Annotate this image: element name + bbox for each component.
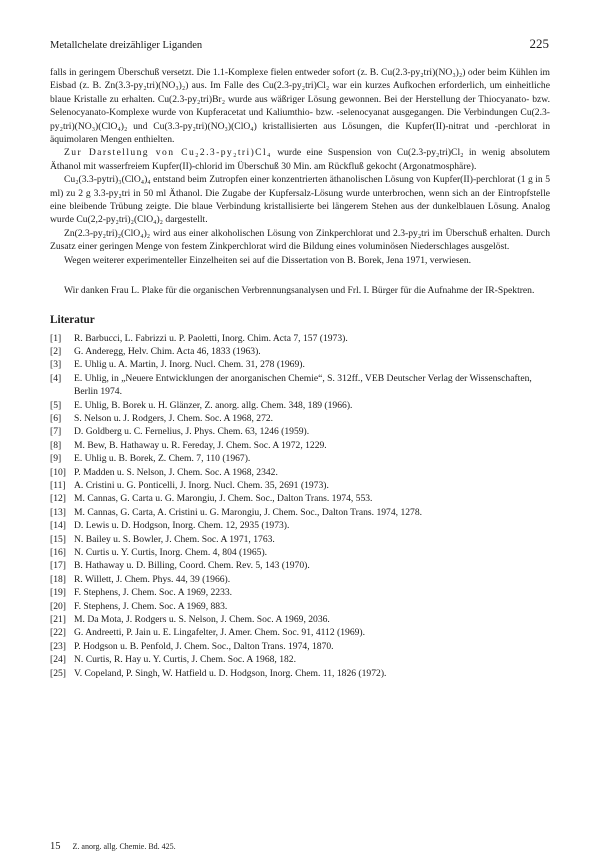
reference-text: N. Curtis u. Y. Curtis, Inorg. Chem. 4, 804 (1965). [74, 547, 268, 558]
reference-number: [24] [50, 654, 66, 666]
reference-item [50, 425, 550, 438]
reference-number: [8] [50, 439, 62, 451]
reference-text: S. Nelson u. J. Rodgers, J. Chem. Soc. A 1968, 272. [74, 412, 274, 424]
paragraph-dinuclear-preparation [50, 146, 550, 173]
reference-item [50, 613, 550, 626]
reference-item [50, 332, 550, 345]
paragraph-zinc-complex: Zn(2.3-py₂tri)₂(ClO₄)₂ wird aus einer alkoholischen Lösung von Zinkperchlorat und 2.3-py₂tri im Überschuß erhalten. Durch Zusatz einer geringen Menge von festem Zinkperchlorat wird die Bildung eines voluminösen Niederschlages ausgelöst. [50, 227, 550, 253]
journal-footnote: Z. anorg. allg. Chemie. Bd. 425. [72, 842, 176, 851]
reference-item [50, 452, 550, 465]
reference-text: F. Stephens, J. Chem. Soc. A 1969, 2233. [74, 587, 233, 599]
reference-item [50, 586, 550, 599]
reference-text: M. Bew, B. Hathaway u. R. Fereday, J. Chem. Soc. A 1972, 1229. [74, 439, 327, 451]
reference-number: [10] [50, 466, 66, 478]
reference-text: M. Da Mota, J. Rodgers u. S. Nelson, J. Chem. Soc. A 1969, 2036. [74, 614, 330, 626]
reference-item [50, 559, 550, 572]
reference-text: P. Hodgson u. B. Penfold, J. Chem. Soc., Dalton Trans. 1974, 1870. [74, 640, 334, 652]
reference-text: E. Uhlig u. A. Martin, J. Inorg. Nucl. Chem. 31, 278 (1969). [74, 359, 305, 371]
reference-text: E. Uhlig, B. Borek u. H. Glänzer, Z. anorg. allg. Chem. 348, 189 (1966). [74, 399, 353, 411]
reference-text: V. Copeland, P. Singh, W. Hatfield u. D. Hodgson, Inorg. Chem. 11, 1826 (1972). [74, 667, 387, 679]
reference-item [50, 479, 550, 492]
paragraph-perchlorate: Cu₂(3.3-pytri)₃(ClO₄)₄ entstand beim Zutropfen einer konzentrierten äthanolischen Lösung von Kupfer(II)-perchlorat (1 g in 5 ml) zu 2 g 3.3-py₂tri in 50 ml Äthanol. Die Zugabe der Kupfersalz-Lösung wurde unterbrochen, wenn sich an der Eintropfstelle eine bleibende Trübung zeigte. Die blaue Verbindung kristallisierte bei längerem Stehen aus der dunkelblauen Lösung. Analog wurde Cu(2,2-py₂tri)₂(ClO₄)₂ dargestellt. [50, 174, 550, 226]
reference-item [50, 573, 550, 586]
prep-text: wurde eine Suspension von Cu(2.3-py₂tri)Cl₂ in wenig absolutem Äthanol mit wasserfreiem Kupfer(II)-chlorid im Überschuß 30 Min. am Rückfluß gekocht (Argonatmosphäre). [50, 147, 550, 172]
reference-text: R. Willett, J. Chem. Phys. 44, 39 (1966). [74, 573, 231, 585]
running-header [50, 36, 549, 52]
reference-number: [4] [50, 372, 62, 384]
reference-list [50, 332, 550, 681]
reference-number: [9] [50, 453, 62, 465]
reference-text: P. Madden u. S. Nelson, J. Chem. Soc. A 1968, 2342. [74, 466, 278, 478]
reference-number: [20] [50, 600, 66, 612]
reference-item [50, 640, 550, 653]
reference-number: [12] [50, 493, 66, 505]
reference-item [50, 546, 550, 559]
reference-text: E. Uhlig, in „Neuere Entwicklungen der anorganischen Chemie“, S. 312ff., VEB Deutscher Verlag der Wissenschaften, Berlin 1974. [74, 372, 532, 398]
reference-number: [11] [50, 479, 66, 491]
reference-number: [22] [50, 627, 66, 639]
reference-text: G. Andreetti, P. Jain u. E. Lingafelter, J. Amer. Chem. Soc. 91, 4112 (1969). [74, 627, 366, 639]
reference-number: [2] [50, 345, 62, 357]
reference-item [50, 358, 550, 371]
article-body [50, 66, 550, 680]
reference-item [50, 466, 550, 479]
reference-text: B. Hathaway u. D. Billing, Coord. Chem. Rev. 5, 143 (1970). [74, 560, 310, 572]
reference-text: M. Cannas, G. Carta u. G. Marongiu, J. Chem. Soc., Dalton Trans. 1974, 553. [74, 493, 373, 505]
sheet-signature: 15 [50, 841, 61, 852]
prep-lead-phrase: Zur Darstellung von Cu₂2.3-py₂tri)Cl₄ [64, 147, 272, 159]
literature-heading: Literatur [50, 313, 95, 326]
section-spacer [50, 267, 550, 284]
reference-number: [21] [50, 614, 66, 626]
reference-number: [23] [50, 640, 66, 652]
reference-text: N. Curtis, R. Hay u. Y. Curtis, J. Chem. Soc. A 1968, 182. [74, 654, 297, 666]
reference-number: [25] [50, 667, 66, 679]
reference-number: [1] [50, 332, 62, 344]
reference-text: D. Goldberg u. C. Fernelius, J. Phys. Chem. 63, 1246 (1959). [74, 426, 310, 438]
reference-number: [13] [50, 506, 66, 518]
reference-number: [19] [50, 587, 66, 599]
reference-text: E. Uhlig u. B. Borek, Z. Chem. 7, 110 (1967). [74, 453, 251, 465]
paragraph-dissertation-note: Wegen weiterer experimenteller Einzelheiten sei auf die Dissertation von B. Borek, Jena 1971, verwiesen. [64, 254, 472, 266]
reference-text: G. Anderegg, Helv. Chim. Acta 46, 1833 (1963). [74, 345, 261, 357]
reference-item [50, 667, 550, 680]
reference-number: [17] [50, 560, 66, 572]
reference-item [50, 626, 550, 639]
reference-number: [3] [50, 359, 62, 371]
reference-item [50, 439, 550, 452]
reference-item [50, 372, 550, 399]
reference-item [50, 519, 550, 532]
reference-item [50, 653, 550, 666]
page-number: 225 [529, 36, 549, 51]
reference-number: [14] [50, 520, 66, 532]
reference-item [50, 492, 550, 505]
reference-text: D. Lewis u. D. Hodgson, Inorg. Chem. 12, 2935 (1973). [74, 520, 290, 532]
reference-number: [16] [50, 547, 66, 558]
reference-item [50, 412, 550, 425]
reference-item [50, 533, 550, 546]
reference-number: [18] [50, 573, 66, 585]
reference-text: A. Cristini u. G. Ponticelli, J. Inorg. Nucl. Chem. 35, 2691 (1973). [74, 479, 329, 491]
reference-item [50, 506, 550, 519]
reference-text: N. Bailey u. S. Bowler, J. Chem. Soc. A 1971, 1763. [74, 533, 275, 545]
reference-number: [5] [50, 399, 62, 411]
reference-item [50, 600, 550, 613]
reference-text: R. Barbucci, L. Fabrizzi u. P. Paoletti, Inorg. Chim. Acta 7, 157 (1973). [74, 332, 348, 344]
reference-item [50, 345, 550, 358]
reference-text: M. Cannas, G. Carta, A. Cristini u. G. Marongiu, J. Chem. Soc., Dalton Trans. 1974, 1278. [74, 506, 423, 518]
reference-number: [7] [50, 426, 62, 438]
reference-number: [15] [50, 533, 66, 545]
reference-text: F. Stephens, J. Chem. Soc. A 1969, 883. [74, 600, 228, 612]
paragraph-complex-preparation: falls in geringem Überschuß versetzt. Die 1.1-Komplexe fielen entweder sofort (z. B. Cu(2.3-py₂tri)(NO₃)₂) oder beim Kühlen im Eisbad (z. B. Zn(3.3-py₂tri)(NO₃)₂) aus. Im Falle des Cu(2.3-py₂tri)Cl₂ war ein kurzes Aufkochen erforderlich, um einheitliche blaue Kristalle zu erhalten. Cu(2.3-py₂tri)Br₂ wurde aus wäßriger Lösung gewonnen. Bei der Herstellung der Thiocyanato- bzw. Selenocyanato-Komplexe wurde von Kupferacetat und Kaliumthio- bzw. -selenocyanat ausgegangen. Die Verbindungen Cu(2.3-py₂tri)(NO₃)(ClO₄)₂ und Cu(3.3-py₂tri)(NO₃)(ClO₄) kristallisierten aus Lösungen, die Kupfer(II)-nitrat und -perchlorat in äquimolaren Mengen enthielten. [50, 67, 550, 146]
reference-item [50, 399, 550, 412]
running-title: Metallchelate dreizähliger Liganden [50, 40, 203, 51]
acknowledgement: Wir danken Frau L. Plake für die organischen Verbrennungsanalysen und Frl. I. Bürger für die Aufnahme der IR-Spektren. [64, 285, 535, 297]
reference-number: [6] [50, 412, 62, 424]
page-footer [50, 841, 176, 852]
